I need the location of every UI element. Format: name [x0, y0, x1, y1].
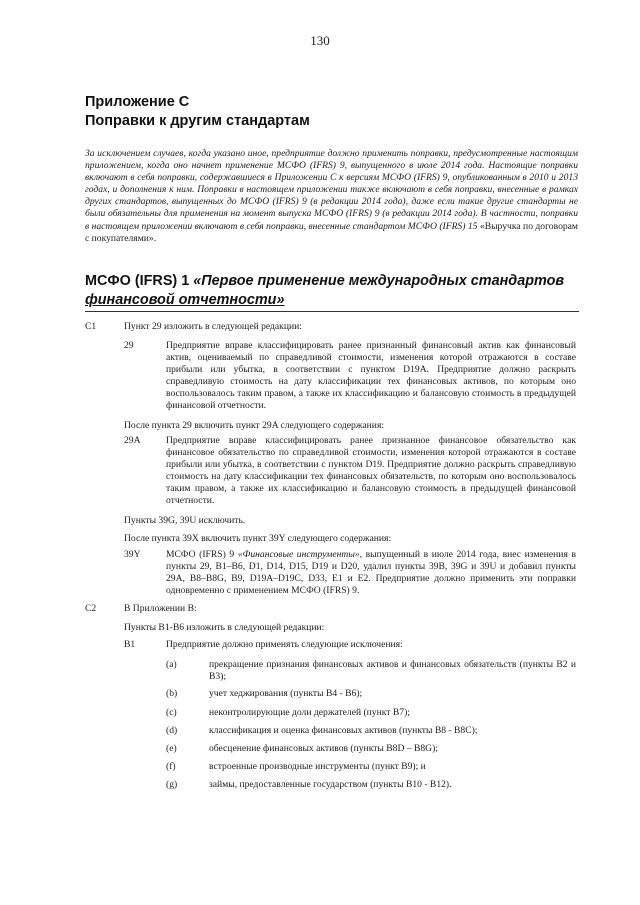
standard-heading-line2: финансовой отчетности» — [85, 292, 285, 308]
list-item-text: неконтролирующие доли держателей (пункт B7); — [209, 707, 410, 718]
list-item-letter: (c) — [166, 707, 177, 718]
list-item-letter: (d) — [166, 725, 178, 736]
p39y-number: 39Y — [124, 549, 141, 560]
intro-tail: «Выручка по договорам с покупателями». — [85, 220, 578, 244]
standard-heading-prefix: МСФО (IFRS) 1 — [85, 273, 194, 289]
p39y-part-a: МСФО (IFRS) 9 — [166, 549, 238, 560]
list-item-letter: (e) — [166, 743, 177, 754]
p39y-part-c: , выпущенный в июле 2014 года, внес изменения в пункты 29, B1–B6, D1, D14, D15, D19 и D20, удалил пункты 39B, 39G и 39U и добавил пункты 29A, B8–B8G, B9, D19A–D19C, D33, E1 и E2. Предприятие должно применить эти поправки одновременно с применением МСФО (IFRS) 9. — [166, 549, 576, 596]
c2-instruction-1: В Приложении B: — [124, 603, 197, 614]
appendix-intro — [85, 148, 578, 245]
list-item-letter: (f) — [166, 761, 176, 772]
b1-number: B1 — [124, 639, 136, 650]
c1-instruction-1: Пункт 29 изложить в следующей редакции: — [124, 321, 302, 332]
appendix-title-line2: Поправки к другим стандартам — [85, 113, 310, 129]
list-item-text: прекращение признания финансовых активов и финансовых обязательств (пункты B2 и B3); — [209, 659, 576, 682]
list-item-text: классификация и оценка финансовых активов (пункты B8 - B8C); — [209, 725, 478, 736]
p29a-number: 29A — [124, 435, 141, 446]
list-item-letter: (g) — [166, 779, 178, 790]
appendix-title — [85, 93, 310, 131]
standard-heading-line1: «Первое применение международных стандартов — [193, 273, 565, 289]
p39y-text — [166, 549, 576, 597]
p29-number: 29 — [124, 340, 134, 351]
p29a-text: Предприятие вправе классифицировать ранее признанное финансовое обязательство как финансовое обязательство по справедливой стоимости, изменения которой отражаются в составе прибыли или убытка, в соответствии с пунктом D19. Предприятие должно раскрыть справедливую стоимость на дату классификации тех финансовых обязательств, по которым оно воспользовалось таким правом, а также их классификацию и балансовую стоимость в предыдущей финансовой отчетности. — [166, 435, 576, 506]
c2-label: C2 — [85, 603, 97, 614]
p29-text: Предприятие вправе классифицировать ранее признанный финансовый актив как финансовый актив, оцениваемый по справедливой стоимости, изменения которой отражаются в составе прибыли или убытка, в соответствии с пунктом D19A. Предприятие должно раскрыть справедливую стоимость на дату классификации тех финансовых активов, по которым оно воспользовалось таким правом, а также их классификацию и балансовую стоимость в предыдущей финансовой отчетности. — [166, 340, 576, 411]
list-item-text: встроенные производные инструменты (пункт B9); и — [209, 761, 426, 772]
c2-instruction-2: Пункты B1-B6 изложить в следующей редакции: — [124, 622, 325, 633]
list-item-text: учет хеджирования (пункты B4 - B6); — [209, 688, 363, 699]
p39y-part-b: «Финансовые инструменты» — [237, 549, 360, 560]
list-item-text: займы, предоставленные государством (пункты B10 - B12). — [209, 779, 452, 790]
standard-heading — [85, 272, 579, 312]
c1-instruction-2: После пункта 29 включить пункт 29A следующего содержания: — [124, 420, 385, 431]
list-item-text: обесценение финансовых активов (пункты B8D – B8G); — [209, 743, 438, 754]
page-number: 130 — [310, 33, 330, 48]
list-item-letter: (b) — [166, 688, 178, 699]
c1-label: C1 — [85, 321, 97, 332]
b1-text: Предприятие должно применять следующие исключения: — [166, 639, 403, 650]
appendix-title-line1: Приложение С — [85, 94, 190, 110]
c1-instruction-3: Пункты 39G, 39U исключить. — [124, 515, 246, 526]
list-item-letter: (a) — [166, 659, 177, 670]
c1-instruction-4: После пункта 39X включить пункт 39Y следующего содержания: — [124, 533, 392, 544]
intro-text: За исключением случаев, когда указано иное, предприятие должно применить поправки, предусмотренные настоящим приложением, когда оно начнет применение МСФО (IFRS) 9, выпущенного в июле 2014 года. Настоящие поправки включают в себя поправки, содержавшиеся в Приложении С к версиям МСФО (IFRS) 9, опубликованным в 2010 и 2013 годах, и дополнения к ним. Поправки в настоящем приложении также включают в себя поправки, внесенные в рамках других стандартов, выпущенных до МСФО (IFRS) 9 (в редакции 2014 года), даже если такие другие стандарты не были обязательны для применения на момент выпуска МСФО (IFRS) 9 (в редакции 2014 года). В частности, поправки в настоящем приложении включают в себя поправки, внесенные стандартом МСФО (IFRS) 15 — [85, 148, 578, 232]
